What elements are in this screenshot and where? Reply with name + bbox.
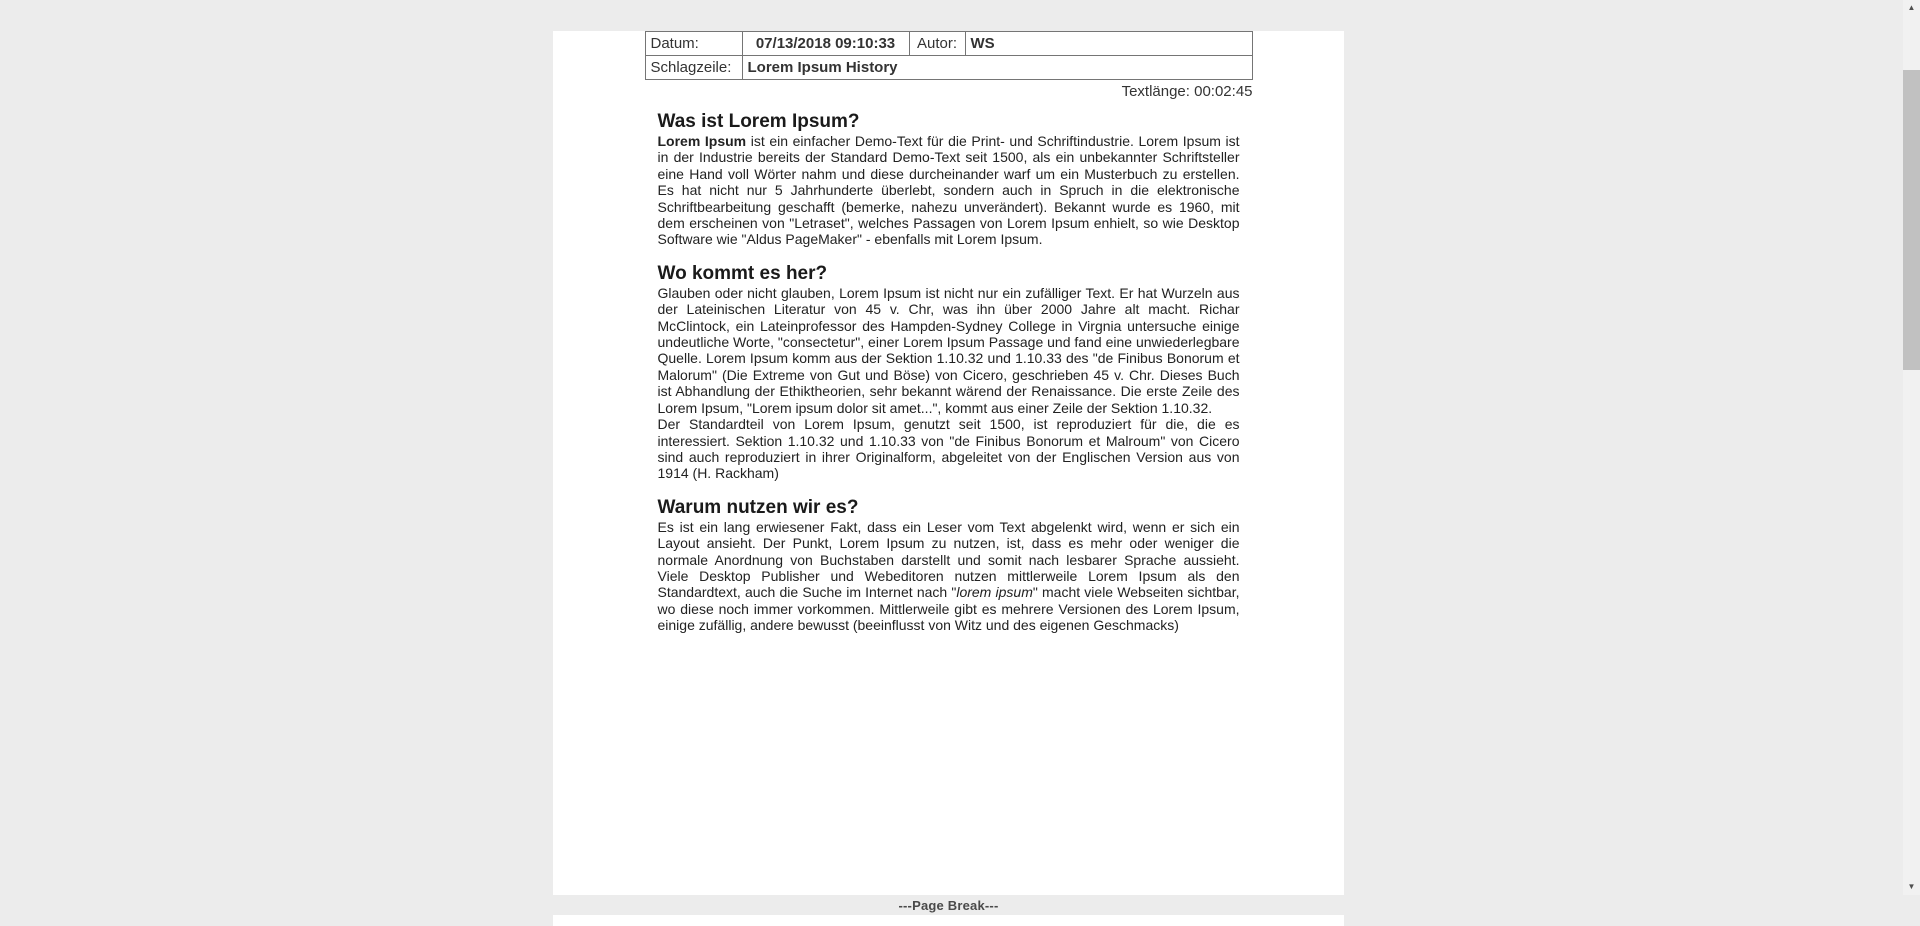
schlagzeile-value: Lorem Ipsum History bbox=[742, 56, 1252, 80]
autor-value: WS bbox=[965, 32, 1252, 56]
paragraph bbox=[658, 285, 1240, 416]
italic-phrase: lorem ipsum bbox=[956, 584, 1033, 601]
paragraph bbox=[658, 416, 1240, 482]
arrow-down-icon: ▼ bbox=[1907, 882, 1916, 891]
section-heading-wo-kommt: Wo kommt es her? bbox=[657, 262, 828, 284]
page-1 bbox=[553, 31, 1344, 895]
scroll-up-button[interactable] bbox=[1903, 0, 1920, 16]
paragraph-text: ist ein einfacher Demo-Text für die Print- und Schriftindustrie. Lorem Ipsum ist in der Industrie bereits der Standard Demo-Text seit 1500, als ein unbekannter Schriftsteller eine Hand voll Wörter nahm und diese durcheinander warf um ein Musterbuch zu erstellen. Es hat nicht nur 5 Jahrhunderte überlebt, sondern auch in Spruch in die elektronische Schriftbearbeitung geschafft (bemerke, nahezu unverändert). Bekannt wurde es 1960, mit dem erscheinen von "Letraset", welches Passagen von Lorem Ipsum enhielt, so wie Desktop Software wie "Aldus PageMaker" - ebenfalls mit Lorem Ipsum. bbox=[657, 133, 1240, 248]
scrollbar-thumb[interactable] bbox=[1903, 70, 1920, 370]
datum-label: Datum: bbox=[645, 32, 742, 56]
page-break-divider bbox=[553, 895, 1344, 915]
page-2 bbox=[553, 915, 1344, 926]
schlagzeile-label: Schlagzeile: bbox=[645, 56, 742, 80]
datum-value: 07/13/2018 09:10:33 bbox=[742, 32, 909, 56]
table-row bbox=[645, 56, 1252, 80]
paragraph-text: Glauben oder nicht glauben, Lorem Ipsum ist nicht nur ein zufälliger Text. Er hat Wurzeln aus der Lateinischen Literatur von 45 v. Chr, was ihn über 2000 Jahre alt macht. Richar McClintock, ein Lateinprofessor des Hampden-Sydney College in Virgnia untersuche einige undeutliche Worte, "consectetur", einer Lorem Ipsum Passage und fand eine unwiederlegbare Quelle. Lorem Ipsum komm aus der Sektion 1.10.32 und 1.10.33 des "de Finibus Bonorum et Malorum" (Die Extreme von Gut und Böse) von Cicero, geschrieben 45 v. Chr. Dieses Buch ist Abhandlung der Ethiktheorien, sehr bekannt wärend der Renaissance. Die erste Zeile des Lorem Ipsum, "Lorem ipsum dolor sit amet...", kommt aus einer Zeile der Sektion 1.10.32. bbox=[657, 284, 1240, 416]
scroll-down-button[interactable] bbox=[1903, 879, 1920, 895]
paragraph-text: " macht viele Webseiten sichtbar, wo diese noch immer vorkommen. Mittlerweile gibt es mehrere Versionen des Lorem Ipsum, einige zufällig, andere bewusst (beeinflusst von Witz und des eigenen Geschmacks) bbox=[657, 584, 1240, 634]
autor-label: Autor: bbox=[909, 32, 965, 56]
paragraph-text: Der Standardteil von Lorem Ipsum, genutzt seit 1500, ist reproduziert für die, die es interessiert. Sektion 1.10.32 und 1.10.33 von "de Finibus Bonorum et Malroum" von Cicero sind auch reproduziert in ihrer Originalform, abgeleitet von der Englischen Version aus von 1914 (H. Rackham) bbox=[657, 416, 1240, 482]
metadata-table bbox=[645, 31, 1253, 80]
document-body bbox=[658, 111, 1240, 634]
section-heading-warum-nutzen: Warum nutzen wir es? bbox=[657, 496, 859, 518]
bold-lead: Lorem Ipsum bbox=[657, 133, 747, 149]
arrow-up-icon: ▲ bbox=[1907, 3, 1916, 12]
document-viewport bbox=[553, 0, 1344, 926]
section-heading-was-ist: Was ist Lorem Ipsum? bbox=[657, 111, 860, 132]
paragraph-text: Es ist ein lang erwiesener Fakt, dass ein Leser vom Text abgelenkt wird, wenn er sich ein Layout ansieht. Der Punkt, Lorem Ipsum zu nutzen, ist, dass es mehr oder weniger die normale Anordnung von Buchstaben darstellt und somit nach lesbarer Sprache aussieht. Viele Desktop Publisher und Webeditoren nutzen mittlerweile Lorem Ipsum als den Standardtext, auch die Suche im Internet nach " bbox=[657, 518, 1240, 601]
paragraph bbox=[658, 519, 1240, 634]
page-break-label: ---Page Break--- bbox=[898, 897, 999, 913]
table-row bbox=[645, 32, 1252, 56]
vertical-scrollbar[interactable] bbox=[1903, 0, 1920, 895]
paragraph bbox=[658, 133, 1240, 248]
text-length-indicator: Textlänge: 00:02:45 bbox=[1121, 83, 1253, 100]
